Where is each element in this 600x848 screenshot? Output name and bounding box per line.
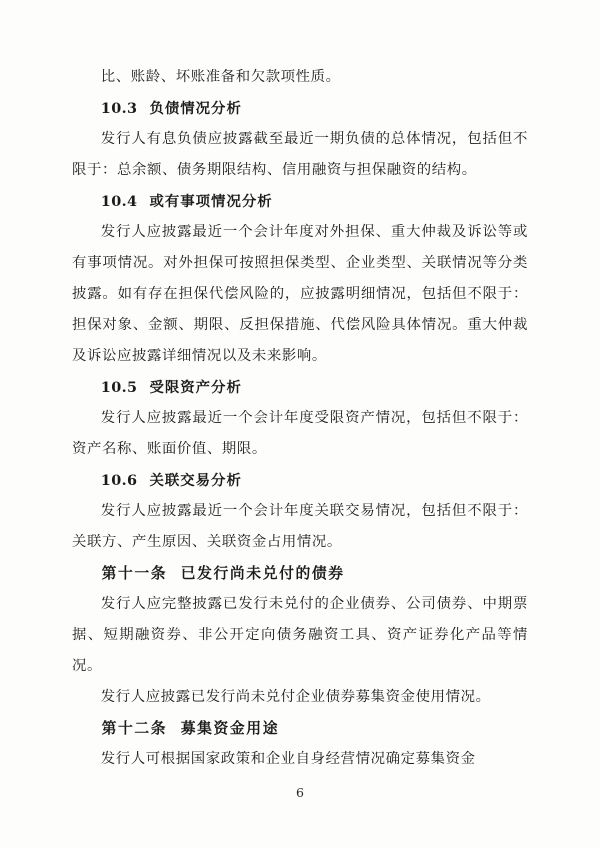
paragraph: 比、账龄、坏账准备和欠款项性质。 xyxy=(100,69,341,85)
paragraph: 发行人应完整披露已发行未兑付的企业债券、公司债券、中期票据、短期融资券、非公开定向债务融资工具、资产证券化产品等情况。 xyxy=(72,596,528,674)
section-heading-title: 关联交易分析 xyxy=(149,472,242,489)
section-heading xyxy=(72,465,528,496)
section-heading xyxy=(72,93,528,124)
article-heading-number: 第十二条 xyxy=(101,720,168,737)
paragraph: 发行人可根据国家政策和企业自身经营情况确定募集资金 xyxy=(100,751,476,767)
section-heading xyxy=(72,372,528,403)
section-heading xyxy=(72,186,528,217)
paragraph: 发行人应披露最近一个会计年度关联交易情况，包括但不限于：关联方、产生原因、关联资金占用情况。 xyxy=(72,503,528,550)
document-body xyxy=(72,62,528,775)
paragraph: 发行人有息负债应披露截至最近一期负债的总体情况，包括但不限于：总余额、债务期限结构、信用融资与担保融资的结构。 xyxy=(72,131,528,178)
article-heading-number: 第十一条 xyxy=(101,565,168,582)
article-heading xyxy=(72,713,528,744)
section-heading-title: 受限资产分析 xyxy=(149,379,242,396)
section-heading-number: 10.4 xyxy=(100,193,138,210)
article-heading-title: 已发行尚未兑付的债券 xyxy=(180,565,345,582)
section-heading-number: 10.6 xyxy=(100,472,138,489)
section-heading-number: 10.3 xyxy=(100,100,138,117)
paragraph: 发行人应披露最近一个会计年度受限资产情况，包括但不限于：资产名称、账面价值、期限。 xyxy=(72,410,528,457)
section-heading-number: 10.5 xyxy=(100,379,138,396)
section-heading-title: 负债情况分析 xyxy=(149,100,242,117)
page-number: 6 xyxy=(296,785,304,800)
paragraph: 发行人应披露最近一个会计年度对外担保、重大仲裁及诉讼等或有事项情况。对外担保可按照担保类型、企业类型、关联情况等分类披露。如有存在担保代偿风险的，应披露明细情况，包括但不限于：担保对象、金额、期限、反担保措施、代偿风险具体情况。重大仲裁及诉讼应披露详细情况以及未来影响。 xyxy=(72,224,528,364)
paragraph: 发行人应披露已发行尚未兑付企业债券募集资金使用情况。 xyxy=(100,689,491,705)
section-heading-title: 或有事项情况分析 xyxy=(149,193,273,210)
article-heading xyxy=(72,558,528,589)
article-heading-title: 募集资金用途 xyxy=(180,720,280,737)
